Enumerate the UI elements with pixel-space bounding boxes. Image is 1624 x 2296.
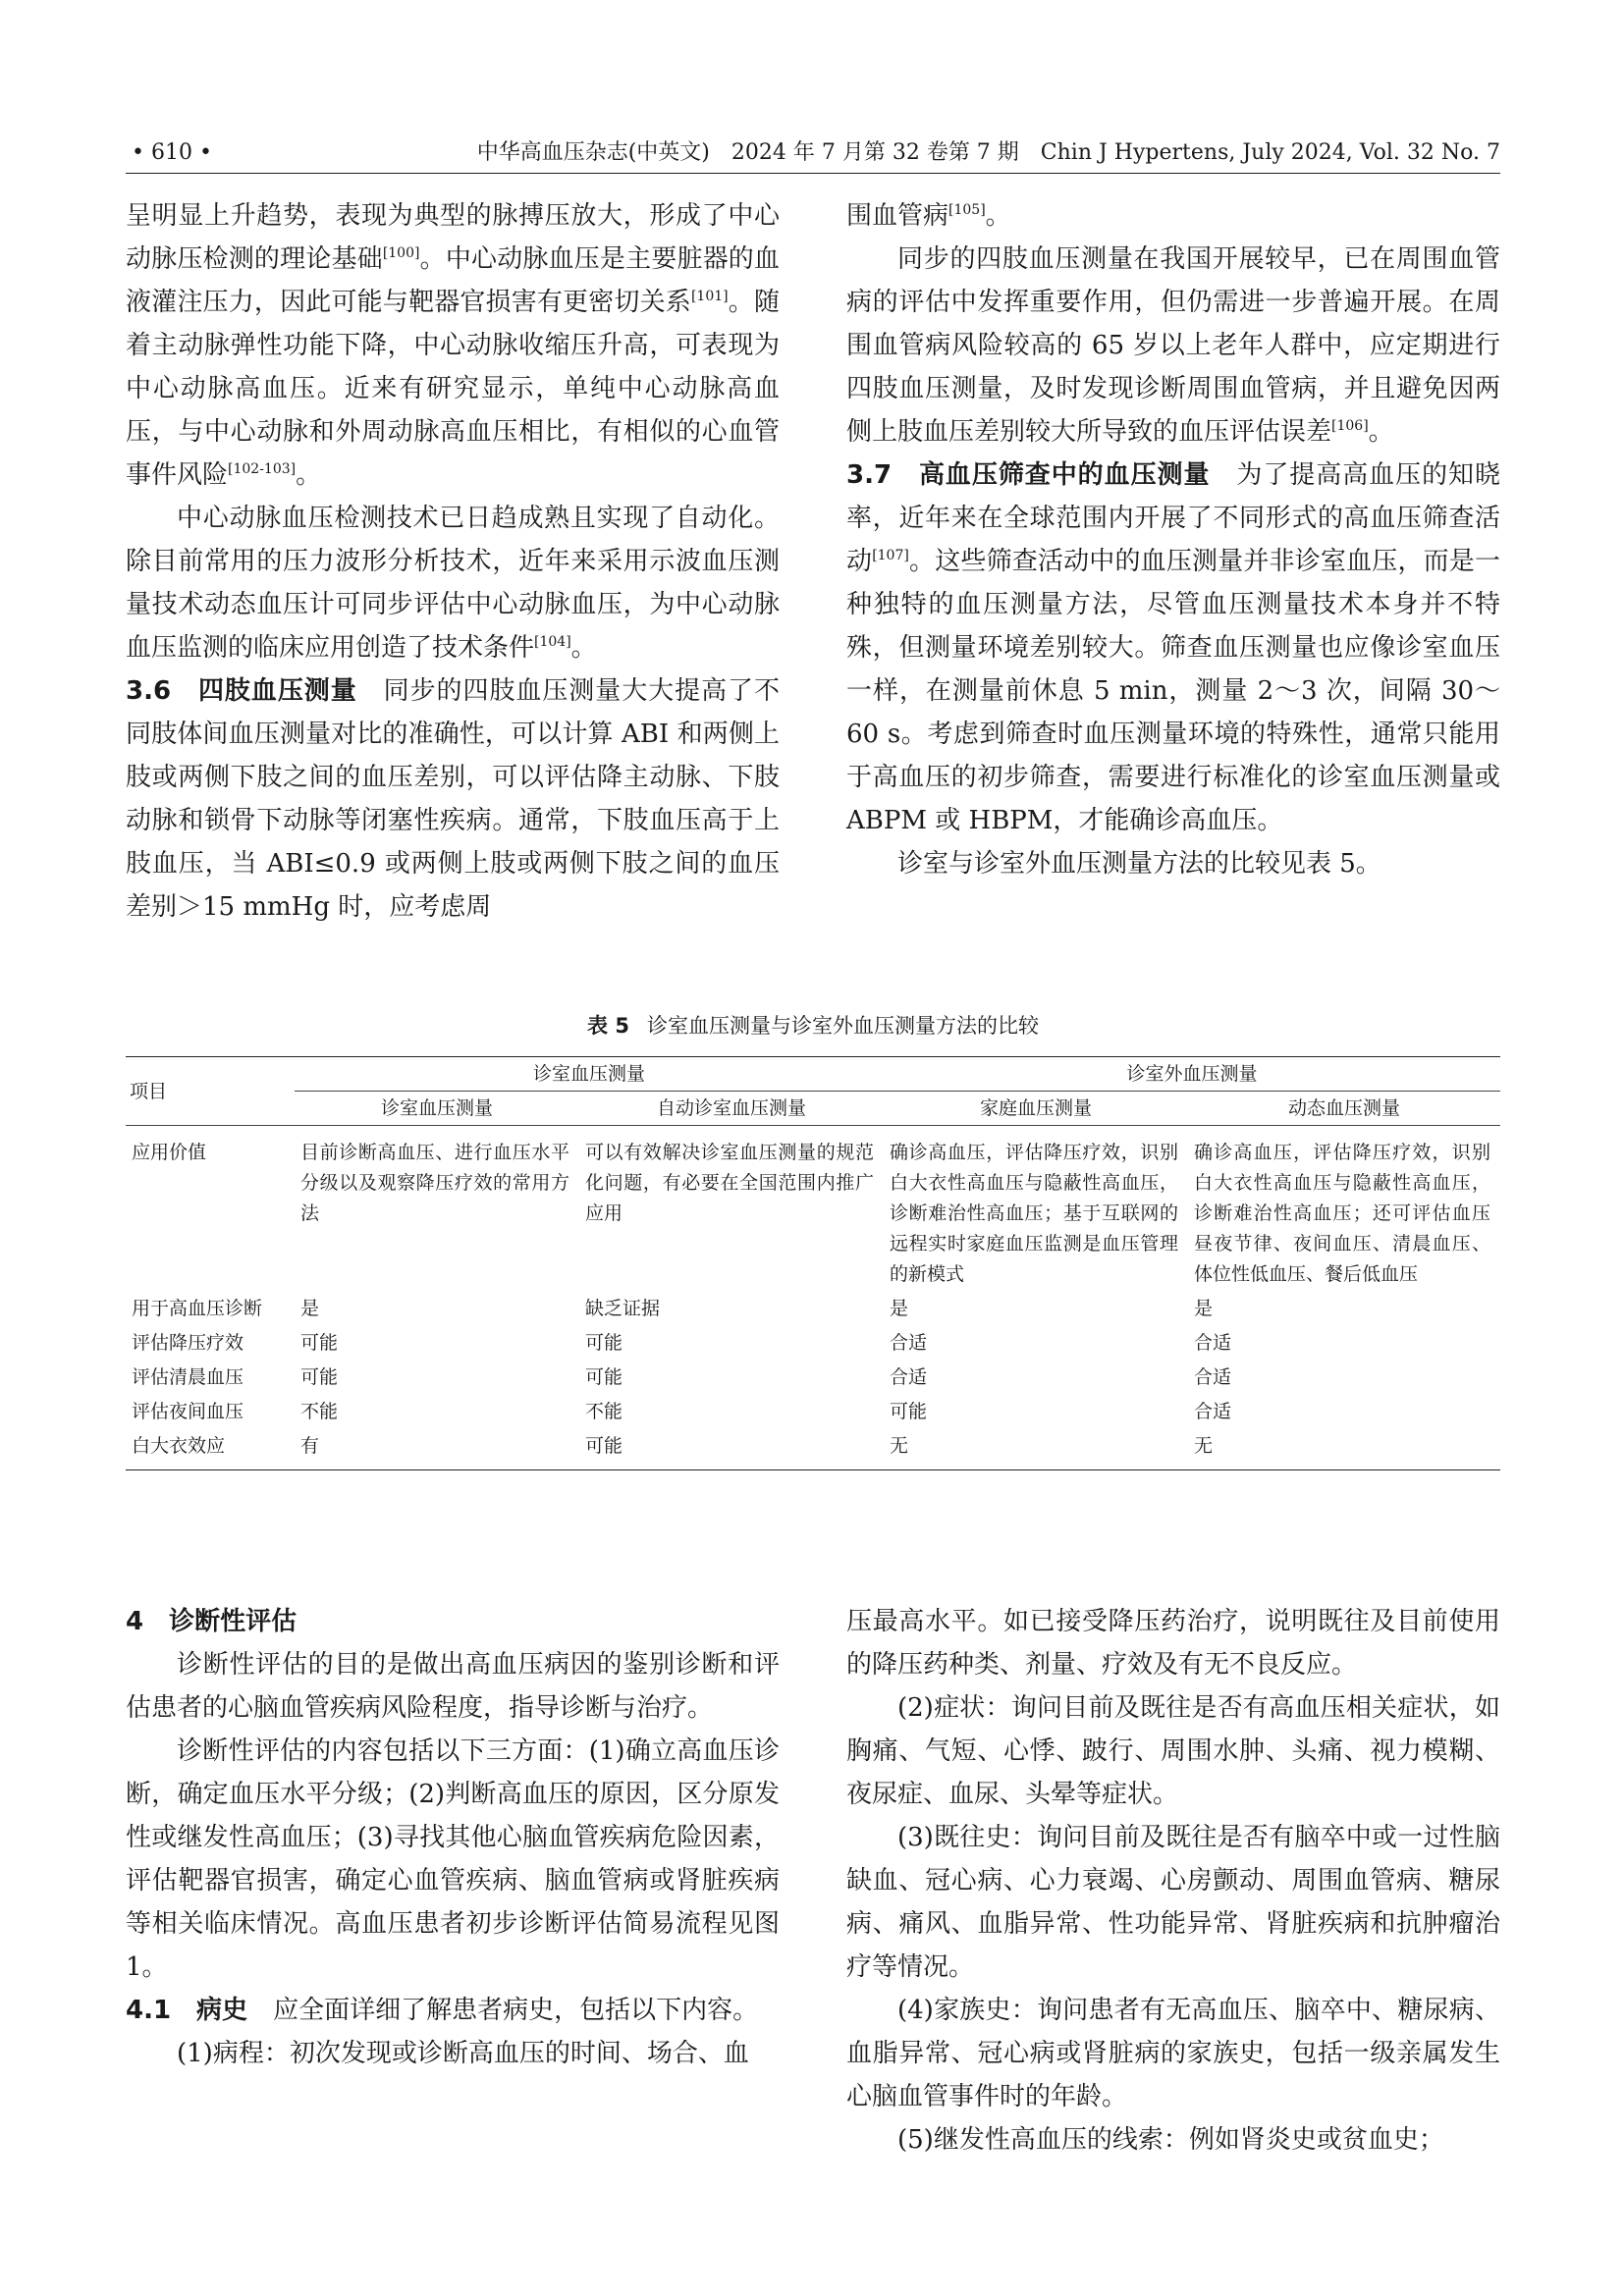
- column-header-item: 项目: [126, 1057, 295, 1126]
- paragraph: [846, 454, 1500, 842]
- citation-ref: [107]: [872, 548, 909, 563]
- text-run: 同步的四肢血压测量大大提高了不同肢体间血压测量对比的准确性，可以计算 ABI 和两侧上肢或两侧下肢之间的血压差别，可以评估降主动脉、下肢动脉和锁骨下动脉等闭塞性疾病。通常，下肢血压高于上肢血压，当 ABI≤0.9 或两侧上肢或两侧下肢之间的血压差别＞15 mmHg 时，应考虑周: [126, 676, 780, 922]
- row-label: 白大衣效应: [126, 1429, 295, 1470]
- table-row: [126, 1361, 1500, 1395]
- table-cell: 可以有效解决诊室血压测量的规范化问题，有必要在全国范围内推广应用: [585, 1142, 874, 1224]
- column-header-home: 家庭血压测量: [884, 1092, 1188, 1126]
- table-cell: 合适: [890, 1332, 928, 1354]
- text-run: 。随着主动脉弹性功能下降，中心动脉收缩压升高，可表现为中心动脉高血压。近来有研究显示，单纯中心动脉高血压，与中心动脉和外周动脉高血压相比，有相似的心血管事件风险: [126, 288, 780, 490]
- table-cell: 可能: [300, 1366, 339, 1388]
- header-rule: [126, 173, 1500, 174]
- table-label: 表 5: [587, 1014, 629, 1038]
- citation-ref: [106]: [1331, 418, 1369, 434]
- row-label: 评估夜间血压: [132, 1401, 244, 1422]
- paragraph: [126, 669, 780, 929]
- column-bottom-left: [126, 1600, 780, 2075]
- text-run: 同步的四肢血压测量在我国开展较早，已在周围血管病的评估中发挥重要作用，但仍需进一步普遍开展。在周围血管病风险较高的 65 岁以上老年人群中，应定期进行四肢血压测量，及时发现诊断周围血管病，并且避免因两侧上肢血压差别较大所导致的血压评估误差: [846, 244, 1500, 447]
- paragraph: 诊室与诊室外血压测量方法的比较见表 5。: [897, 849, 1381, 879]
- table-cell: 合适: [890, 1366, 928, 1388]
- citation-ref: [105]: [948, 202, 986, 218]
- paragraph: 压最高水平。如已接受降压药治疗，说明既往及目前使用的降压药种类、剂量、疗效及有无不良反应。: [846, 1607, 1500, 1680]
- row-label: 评估清晨血压: [132, 1366, 244, 1388]
- table-cell: 不能: [585, 1401, 623, 1422]
- citation-ref: [102-103]: [228, 461, 297, 477]
- citation-ref: [101]: [690, 289, 729, 304]
- table-title: 诊室血压测量与诊室外血压测量方法的比较: [646, 1014, 1039, 1038]
- table-row: [126, 1326, 1500, 1361]
- citation-ref: [100]: [382, 245, 420, 261]
- group-header-out-of-office: 诊室外血压测量: [884, 1057, 1500, 1092]
- text-run: 。这些筛查活动中的血压测量并非诊室血压，而是一种独特的血压测量方法，尽管血压测量技术本身并不特殊，但测量环境差别较大。筛查血压测量也应像诊室血压一样，在测量前休息 5 min，测量 2～3 次，间隔 30～60 s。考虑到筛查时血压测量环境的特殊性，通常只能用于高血压的初步筛查，需要进行标准化的诊室血压测量或 ABPM 或 HBPM，才能确诊高血压。: [846, 547, 1500, 835]
- table-cell: 合适: [1194, 1332, 1232, 1354]
- group-header-office: 诊室血压测量: [295, 1057, 884, 1092]
- table-cell: 确诊高血压，评估降压疗效，识别白大衣性高血压与隐蔽性高血压，诊断难治性高血压；还可评估血压昼夜节律、夜间血压、清晨血压、体位性低血压、餐后低血压: [1194, 1142, 1490, 1285]
- table-row: [126, 1429, 1500, 1470]
- table-cell: 目前诊断高血压、进行血压水平分级以及观察降压疗效的常用方法: [300, 1142, 569, 1224]
- table-cell: 可能: [585, 1366, 623, 1388]
- row-label: 评估降压疗效: [132, 1332, 244, 1354]
- section-heading-4: [126, 1600, 780, 1643]
- column-header-ambulatory: 动态血压测量: [1188, 1092, 1500, 1126]
- paragraph: [126, 497, 780, 669]
- text-run: 围血管病: [846, 201, 949, 231]
- text-run: 。: [570, 633, 597, 663]
- paragraph: 诊断性评估的内容包括以下三方面：(1)确立高血压诊断，确定血压水平分级；(2)判断高血压的原因，区分原发性或继发性高血压；(3)寻找其他心脑血管疾病危险因素，评估靶器官损害，确定心血管疾病、脑血管病或肾脏疾病等相关临床情况。高血压患者初步诊断评估简易流程见图 1。: [126, 1736, 780, 1982]
- table-cell: 确诊高血压，评估降压疗效，识别白大衣性高血压与隐蔽性高血压，诊断难治性高血压；基于互联网的远程实时家庭血压监测是血压管理的新模式: [890, 1142, 1178, 1285]
- table-caption: [126, 1009, 1500, 1042]
- text-run: 。: [1368, 417, 1394, 447]
- paragraph: [846, 238, 1500, 454]
- journal-citation: 中华高血压杂志(中英文) 2024 年 7 月第 32 卷第 7 期 Chin J Hypertens, July 2024, Vol. 32 No. 7: [476, 140, 1500, 165]
- page-number: • 610 •: [132, 140, 212, 165]
- paragraph: (1)病程：初次发现或诊断高血压的时间、场合、血: [177, 2039, 749, 2068]
- table-row: [126, 1395, 1500, 1429]
- text-run: 。中心动脉血压是主要脏器的血液灌注压力，因此可能与靶器官损害有更密切关系: [126, 244, 780, 317]
- text-run: 。: [985, 201, 1011, 231]
- table-cell: 合适: [1194, 1366, 1232, 1388]
- text-run: 应全面详细了解患者病史，包括以下内容。: [273, 1996, 759, 2025]
- table-cell: 不能: [300, 1401, 339, 1422]
- paragraph: [846, 194, 1500, 238]
- table-cell: 是: [300, 1298, 320, 1319]
- paragraph: (3)既往史：询问目前及既往是否有脑卒中或一过性脑缺血、冠心病、心力衰竭、心房颤动、周围血管病、糖尿病、痛风、血脂异常、性功能异常、肾脏疾病和抗肿瘤治疗等情况。: [846, 1823, 1500, 1982]
- table-cell: 可能: [890, 1401, 928, 1422]
- section-heading: 3.7 高血压筛查中的血压测量: [846, 460, 1211, 490]
- paragraph: (2)症状：询问目前及既往是否有高血压相关症状，如胸痛、气短、心悸、跛行、周围水肿、头痛、视力模糊、夜尿症、血尿、头晕等症状。: [846, 1693, 1500, 1809]
- column-header-auto-office: 自动诊室血压测量: [579, 1092, 884, 1126]
- row-label: 应用价值: [132, 1142, 207, 1163]
- paragraph: [126, 1989, 780, 2032]
- table-cell: 是: [1194, 1298, 1214, 1319]
- column-header-office: 诊室血压测量: [295, 1092, 579, 1126]
- text-run: 中心动脉血压检测技术已日趋成熟且实现了自动化。除目前常用的压力波形分析技术，近年来采用示波血压测量技术动态血压计可同步评估中心动脉血压，为中心动脉血压监测的临床应用创造了技术条件: [126, 504, 780, 663]
- column-bottom-right: [846, 1600, 1500, 2162]
- table-cell: 缺乏证据: [585, 1298, 661, 1319]
- table-cell: 可能: [300, 1332, 339, 1354]
- paragraph: 诊断性评估的目的是做出高血压病因的鉴别诊断和评估患者的心脑血管疾病风险程度，指导诊断与治疗。: [126, 1650, 780, 1723]
- column-top-left: [126, 194, 780, 929]
- text-run: 为了提高高血压的知晓率，近年来在全球范围内开展了不同形式的高血压筛查活动: [846, 460, 1500, 576]
- section-heading: 3.6 四肢血压测量: [126, 676, 357, 706]
- section-heading: 4 诊断性评估: [126, 1607, 298, 1636]
- row-label: 用于高血压诊断: [132, 1298, 263, 1319]
- paragraph: (4)家族史：询问患者有无高血压、脑卒中、糖尿病、血脂异常、冠心病或肾脏病的家族史，包括一级亲属发生心脑血管事件时的年龄。: [846, 1996, 1500, 2111]
- text-run: 。: [296, 460, 322, 490]
- table-cell: 是: [890, 1298, 909, 1319]
- running-header: [126, 133, 1500, 173]
- table-cell: 无: [884, 1429, 1188, 1470]
- paragraph: (5)继发性高血压的线索：例如肾炎史或贫血史；: [897, 2125, 1444, 2155]
- paragraph: [126, 194, 780, 497]
- comparison-table: [126, 1056, 1500, 1470]
- column-top-right: [846, 194, 1500, 885]
- table-cell: 无: [1188, 1429, 1500, 1470]
- text-run: 呈明显上升趋势，表现为典型的脉搏压放大，形成了中心动脉压检测的理论基础: [126, 201, 780, 274]
- table-row: [126, 1126, 1500, 1293]
- table-cell: 有: [295, 1429, 579, 1470]
- table-cell: 可能: [579, 1429, 884, 1470]
- table-cell: 合适: [1194, 1401, 1232, 1422]
- table-cell: 可能: [585, 1332, 623, 1354]
- citation-ref: [104]: [534, 634, 571, 650]
- table-row: [126, 1292, 1500, 1326]
- section-heading: 4.1 病史: [126, 1996, 248, 2025]
